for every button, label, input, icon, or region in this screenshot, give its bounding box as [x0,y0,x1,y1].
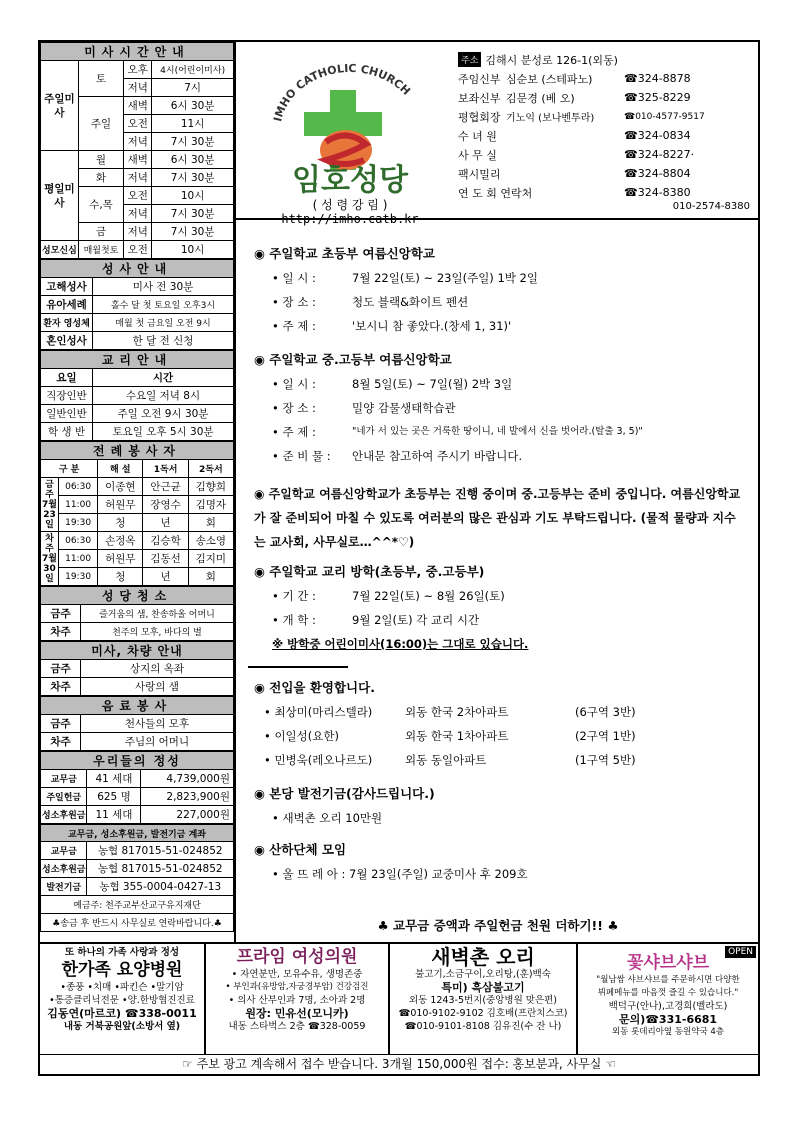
welcome-address: 외동 동일아파트 [405,753,487,767]
account-holder: 예금주: 천주교부산교구유지재단 [41,896,234,914]
patron: ( 성 령 강 림 ) [312,198,388,212]
liturgy-cell: 허원무 [98,550,143,568]
item-value: 밀양 감물생태학습관 [352,401,456,415]
car-label: 차주 [41,678,81,696]
ads-row [40,942,758,1054]
address-tag: 주소 [458,52,481,67]
group-item: • 울 뜨 레 아 : 7월 23일(주일) 교중미사 후 209호 [272,867,528,881]
welcome-district: (6구역 3반) [575,705,636,719]
mass-slot: 저녁 [124,205,152,223]
mass-slot: 새벽 [124,97,152,115]
ad-line: • 자연분만, 모유수유, 생명존중 [231,969,363,980]
ad-line: 원장: 민유선(모니카) [245,1007,349,1020]
doctrine-head: 요일 [41,369,93,387]
liturgy-cell: 년 [143,568,188,586]
liturgy-title: 전례봉사자 [41,442,234,460]
liturgy-cell: 김명자 [188,496,233,514]
liturgy-head: 1독서 [143,460,188,478]
item-value: "네가 서 있는 곳은 거룩한 땅이니, 네 발에서 신을 벗어라.(탈출 3, 5)" [352,426,643,437]
ad-line: • 부인과(유방암,자궁경부암) 건강검진 [225,982,369,992]
mass-slot: 새벽 [124,151,152,169]
vacation-notice [254,560,528,656]
cleaning-text: 즐거움의 샘, 찬송하올 어머니 [81,605,234,623]
mass-slot: 저녁 [124,79,152,97]
mass-slot: 저녁 [124,169,152,187]
divider [248,666,348,668]
ad-line: 백덕구(안나),고경희(벨라도) [608,1001,728,1012]
doctrine-text: 토요일 오후 5시 30분 [93,423,234,441]
item-value: 7월 22일(토) ~ 8월 26일(토) [352,589,505,603]
contact-row [458,145,758,164]
liturgy-cell: 김승학 [143,532,188,550]
account-note: ♣송금 후 반드시 사무실로 연락바랍니다.♣ [41,914,234,932]
group-section [254,838,528,886]
mass-group-sunday: 주일미사 [41,61,79,151]
mass-time: 7시 [152,79,234,97]
sacrament-text: 미사 전 30분 [93,278,234,296]
cleaning-text: 천주의 모후, 바다의 별 [81,623,234,641]
mass-slot: 오후 [124,61,152,79]
liturgy-date: 차주 7월 30일 [42,533,57,584]
liturgy-date: 금주 7월 23일 [42,479,57,530]
mass-special-label: 성모신심 [41,241,79,259]
ad-name: 꽃샤브샤브 [626,953,710,973]
mass-time: 6시 30분 [152,151,234,169]
sacrament-text: 한 달 전 신청 [93,332,234,350]
offering-count: 625 명 [87,788,141,806]
cleaning-title: 성당청소 [41,587,234,605]
account-label: 발전기금 [41,878,87,896]
church-url[interactable]: http://imho.catb.kr [281,212,419,226]
sacrament-label: 혼인성사 [41,332,93,350]
address: 김해시 분성로 126-1(외동) [485,53,618,67]
offering-count: 41 세대 [87,770,141,788]
liturgy-head: 해 설 [98,460,143,478]
car-title: 미사, 차량 안내 [41,642,234,660]
sacrament-text: 매월 첫 금요일 오전 9시 [93,314,234,332]
welcome-name: • 최상미(마리스텔라) [264,705,373,719]
contact-role: 연 도 회 연락처 [458,186,533,200]
account-label: 교무금 [41,842,87,860]
ad-line: 내동 거북공원앞(소방서 옆) [63,1021,181,1032]
contact-role: 사 무 실 [458,148,497,162]
doctrine-head: 시간 [93,369,234,387]
liturgy-cell: 청 [98,514,143,532]
mass-time: 7시 30분 [152,133,234,151]
mass-table [40,42,234,259]
contact-row [458,183,758,202]
doctrine-label: 직장인반 [41,387,93,405]
item-value: 안내문 참고하여 주시기 바랍니다. [352,449,523,463]
section-title: ◉ 산하단체 모임 [254,842,347,857]
liturgy-cell: 년 [143,514,188,532]
offering-label: 성소후원금 [41,806,87,824]
mass-time: 7시 30분 [152,223,234,241]
mass-day: 토 [78,61,123,97]
offering-count: 11 세대 [87,806,141,824]
sacrament-table [40,259,234,350]
mass-day: 화 [78,169,123,187]
contact-phone: ☎324-0834 [624,129,691,142]
item-key: • 장 소 : [272,401,316,415]
left-column [40,42,236,942]
mass-day: 주일 [78,97,123,151]
ad-line: 김동연(마르코) ☎338-0011 [47,1007,197,1020]
ad-line: •종풍 •치매 •파킨슨 •말기암 [60,982,184,993]
welcome-address: 외동 한국 1차아파트 [405,729,509,743]
header [236,42,760,226]
liturgy-cell: 장영수 [143,496,188,514]
church-logo [260,52,440,226]
car-label: 금주 [41,660,81,678]
ad-name: 프라임 여성의원 [236,947,358,967]
ad-line: "월남쌈 샤브샤브를 주문하시면 다양한 [596,975,740,985]
liturgy-cell: 안근균 [143,478,188,496]
ad-name: 새벽촌 오리 [431,945,535,969]
sacrament-title: 성사안내 [41,260,234,278]
ad-line: ☎010-9102-9102 김호배(프란치스코) [398,1008,568,1019]
contact-role: 평협회장 [458,110,501,124]
account-number: 농협 817015-51-024852 [87,842,234,860]
ad-hospital [40,944,206,1054]
mass-day: 매월첫토 [78,241,123,259]
drink-title: 음료봉사 [41,697,234,715]
account-title: 교무금, 성소후원금, 발전기금 계좌 [41,825,234,842]
mass-day: 수,목 [78,187,123,223]
contact-role: 보좌신부 [458,91,501,105]
mass-slot: 오전 [124,187,152,205]
ad-restaurant [390,944,578,1054]
section-title: ◉ 본당 발전기금(감사드립니다.) [254,786,435,801]
offering-amount: 2,823,900원 [141,788,234,806]
fund-section [254,782,435,830]
section-title: ◉ 주일학교 중.고등부 여름신앙학교 [254,352,452,367]
contact-list [458,50,758,212]
contact-row [458,164,758,183]
doctrine-title: 교리안내 [41,351,234,369]
welcome-address: 외동 한국 2차아파트 [405,705,509,719]
liturgy-cell: 06:30 [59,532,98,550]
car-text: 사랑의 샘 [81,678,234,696]
offering-label: 주일헌금 [41,788,87,806]
ad-line: 내동 스타벅스 2층 ☎328-0059 [228,1021,366,1032]
offering-label: 교무금 [41,770,87,788]
contact-phone: ☎010-4577-9517 [624,111,705,122]
sacrament-label: 유아세례 [41,296,93,314]
welcome-name: • 민병욱(레오나르도) [264,753,373,767]
mass-day: 금 [78,223,123,241]
liturgy-cell: 송소영 [188,532,233,550]
liturgy-cell: 김동선 [143,550,188,568]
section-title: ◉ 주일학교 교리 방학(초등부, 중.고등부) [254,564,485,579]
ad-line: 외동 롯데리아옆 동원약국 4층 [611,1027,725,1037]
ad-shabu [578,944,758,1054]
contact-role: 주임신부 [458,72,501,86]
contact-name: 김문경 (베 오) [506,91,575,105]
contact-role: 팩시밀리 [458,167,501,181]
mass-day: 월 [78,151,123,169]
ad-line: 불고기,소금구이,오리탕,(훈)백숙 [415,969,551,980]
elementary-camp [254,242,538,338]
liturgy-cell: 청 [98,568,143,586]
liturgy-cell: 허원무 [98,496,143,514]
drink-label: 차주 [41,733,81,751]
contact-name: 기노익 (보나벤투라) [506,113,595,124]
item-key: • 개 학 : [272,613,316,627]
mass-time: 11시 [152,115,234,133]
contact-phone: ☎324-8227· [624,148,695,161]
drink-text: 주님의 어머니 [81,733,234,751]
drink-table [40,696,234,751]
sacrament-text: 홀수 달 첫 토요일 오후3시 [93,296,234,314]
mass-time: 10시 [152,241,234,259]
main-content [236,220,760,942]
drink-text: 천사들의 모후 [81,715,234,733]
ad-line: 뷔페메뉴를 마음껏 즐길 수 있습니다." [597,988,739,998]
mass-slot: 오전 [124,115,152,133]
slogan: ♣ 교무금 증액과 주일헌금 천원 더하기!! ♣ [377,918,619,933]
welcome-district: (1구역 5반) [575,753,636,767]
account-label: 성소후원금 [41,860,87,878]
liturgy-cell: 이종현 [98,478,143,496]
cleaning-label: 금주 [41,605,81,623]
welcome-section [254,676,637,772]
ad-line: • 의사 산부인과 7명, 소아과 2명 [228,995,366,1006]
liturgy-cell: 회 [188,514,233,532]
ad-line: •통증클리닉전문 •양.한방협진진료 [49,995,195,1006]
contact-row [458,88,758,107]
middle-high-camp [254,348,643,468]
church-name: 임호성당 [292,163,408,198]
item-key: • 일 시 : [272,377,316,391]
mass-time: 7시 30분 [152,169,234,187]
liturgy-cell: 19:30 [59,514,98,532]
contact-phone: ☎325-8229 [624,91,691,104]
doctrine-label: 학 생 반 [41,423,93,441]
liturgy-head: 2독서 [188,460,233,478]
liturgy-table [40,441,234,586]
ad-clinic [206,944,390,1054]
liturgy-head: 구 분 [41,460,98,478]
camp-notice: ◉ 주일학교 여름신앙학교가 초등부는 진행 중이며 중.고등부는 준비 중입니다. 여름신앙학교가 잘 준비되어 마칠 수 있도록 여러분의 많은 관심과 기도 부탁드립니다. (물적 물량과 지수는 교사회, 사무실로…^^*♡) [254,487,741,549]
mass-time: 6시 30분 [152,97,234,115]
open-badge: OPEN [725,946,756,958]
item-key: • 주 제 : [272,425,316,439]
liturgy-cell: 김지미 [188,550,233,568]
welcome-district: (2구역 1반) [575,729,636,743]
section-title: ◉ 전입을 환영합니다. [254,680,375,695]
account-number: 농협 355-0004-0427-13 [87,878,234,896]
footer-notice: ☞ 주보 광고 계속해서 접수 받습니다. 3개월 150,000원 접수: 홍보분과, 사무실 ☜ [40,1054,758,1074]
mass-time: 4시(어린이미사) [152,61,234,79]
section-title: ◉ 주일학교 초등부 여름신앙학교 [254,246,435,261]
contact-phone: ☎324-8380 [624,186,691,199]
item-value: 9월 2일(토) 각 교리 시간 [352,613,480,627]
cleaning-label: 차주 [41,623,81,641]
fund-item: • 새벽촌 오리 10만원 [272,811,383,825]
account-table [40,824,234,932]
ad-tagline: 또 하나의 가족 사랑과 정성 [64,947,180,958]
liturgy-cell: 11:00 [59,496,98,514]
contact-row [458,107,758,126]
mass-time: 7시 30분 [152,205,234,223]
church-arc-text: IMHO CATHOLIC CHURCH [271,61,413,123]
ad-line: ☎010-9101-8108 김유진(수 잔 나) [404,1021,562,1032]
item-value: '보시니 참 좋았다.(창세 1, 31)' [352,319,512,333]
liturgy-cell: 11:00 [59,550,98,568]
item-value: 청도 블랙&화이트 펜션 [352,295,469,309]
ad-name: 한가족 요양병원 [61,960,183,980]
car-table [40,641,234,696]
mass-time: 10시 [152,187,234,205]
contact-row [458,126,758,145]
mass-group-weekday: 평일미사 [41,151,79,241]
doctrine-table [40,350,234,441]
item-key: • 일 시 : [272,271,316,285]
ad-line: 외동 1243-5번지(중앙병원 맞은편) [408,995,558,1006]
item-value: 7월 22일(토) ~ 23일(주일) 1박 2일 [352,271,538,285]
liturgy-cell: 19:30 [59,568,98,586]
item-key: • 주 제 : [272,319,316,333]
liturgy-cell: 손정옥 [98,532,143,550]
welcome-name: • 이일성(요한) [264,729,339,743]
item-key: • 장 소 : [272,295,316,309]
drink-label: 금주 [41,715,81,733]
ad-line: 문의)☎331-6681 [618,1013,718,1026]
mass-slot: 오전 [124,241,152,259]
offering-table [40,751,234,824]
cleaning-table [40,586,234,641]
offering-title: 우리들의 정성 [41,752,234,770]
offering-amount: 227,000원 [141,806,234,824]
car-text: 상지의 옥좌 [81,660,234,678]
contact-phone: ☎324-8878 [624,72,691,85]
contact-row [458,69,758,88]
item-key: • 준 비 물 : [272,449,331,463]
sacrament-label: 환자 영성체 [41,314,93,332]
mass-title: 미사시간안내 [41,43,234,61]
bulletin-page [38,40,760,1076]
doctrine-text: 주일 오전 9시 30분 [93,405,234,423]
liturgy-cell: 회 [188,568,233,586]
extra-phone: 010-2574-8380 [672,201,750,212]
account-number: 농협 817015-51-024852 [87,860,234,878]
doctrine-label: 일반인반 [41,405,93,423]
mass-slot: 저녁 [124,133,152,151]
liturgy-cell: 김향희 [188,478,233,496]
mass-slot: 저녁 [124,223,152,241]
item-value: 8월 5일(토) ~ 7일(월) 2박 3일 [352,377,513,391]
vacation-note: ※ 방학중 어린이미사(16:00)는 그대로 있습니다. [272,637,529,651]
contact-phone: ☎324-8804 [624,167,691,180]
doctrine-text: 수요일 저녁 8시 [93,387,234,405]
ad-line: 특미) 흑삼불고기 [441,981,525,994]
contact-name: 심순보 (스테파노) [506,72,593,86]
contact-role: 수 녀 원 [458,129,497,143]
offering-amount: 4,739,000원 [141,770,234,788]
sacrament-label: 고해성사 [41,278,93,296]
item-key: • 기 간 : [272,589,316,603]
liturgy-cell: 06:30 [59,478,98,496]
